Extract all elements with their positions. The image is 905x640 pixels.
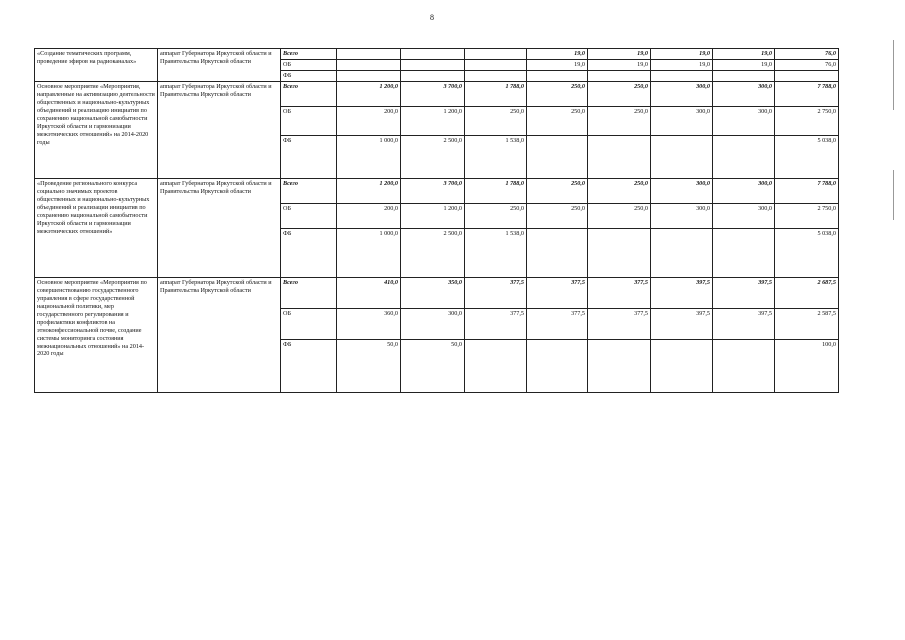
total-amount-cell: 2 750,0 bbox=[775, 107, 839, 136]
year-amount-cell: 19,0 bbox=[527, 60, 588, 71]
year-amount-cell: 300,0 bbox=[713, 179, 775, 204]
year-amount-cell: 200,0 bbox=[337, 204, 401, 229]
year-amount-cell: 397,5 bbox=[713, 278, 775, 309]
year-amount-cell: 300,0 bbox=[651, 107, 713, 136]
year-amount-cell: 250,0 bbox=[465, 204, 527, 229]
year-amount-cell bbox=[337, 49, 401, 60]
funding-source-cell: Всего bbox=[281, 278, 337, 309]
total-amount-cell: 2 750,0 bbox=[775, 204, 839, 229]
year-amount-cell: 19,0 bbox=[713, 60, 775, 71]
year-amount-cell bbox=[465, 71, 527, 82]
year-amount-cell: 300,0 bbox=[713, 204, 775, 229]
executor-cell: аппарат Губернатора Иркутской области и Правительства Иркутской области bbox=[158, 82, 281, 179]
year-amount-cell: 250,0 bbox=[588, 82, 651, 107]
year-amount-cell: 250,0 bbox=[527, 204, 588, 229]
funding-source-cell: Всего bbox=[281, 49, 337, 60]
executor-cell: аппарат Губернатора Иркутской области и Правительства Иркутской области bbox=[158, 179, 281, 278]
total-amount-cell: 7 788,0 bbox=[775, 82, 839, 107]
year-amount-cell: 377,5 bbox=[588, 309, 651, 340]
year-amount-cell: 1 788,0 bbox=[465, 179, 527, 204]
year-amount-cell: 2 500,0 bbox=[401, 136, 465, 179]
funding-source-cell: ОБ bbox=[281, 60, 337, 71]
year-amount-cell: 1 200,0 bbox=[401, 107, 465, 136]
year-amount-cell: 19,0 bbox=[588, 49, 651, 60]
funding-source-cell: ФБ bbox=[281, 340, 337, 393]
funding-source-cell: ФБ bbox=[281, 71, 337, 82]
scan-edge-mark bbox=[893, 40, 894, 110]
year-amount-cell bbox=[337, 71, 401, 82]
page-number: 8 bbox=[430, 13, 434, 22]
year-amount-cell bbox=[588, 229, 651, 278]
table-row bbox=[35, 49, 839, 60]
year-amount-cell: 1 200,0 bbox=[337, 179, 401, 204]
year-amount-cell: 377,5 bbox=[465, 309, 527, 340]
executor-cell: аппарат Губернатора Иркутской области и Правительства Иркутской области bbox=[158, 278, 281, 393]
scan-edge-mark bbox=[893, 170, 894, 220]
year-amount-cell bbox=[465, 60, 527, 71]
funding-source-cell: ОБ bbox=[281, 309, 337, 340]
year-amount-cell: 397,5 bbox=[713, 309, 775, 340]
year-amount-cell: 19,0 bbox=[713, 49, 775, 60]
event-name-cell: «Создание тематических программ, проведение эфиров на радиоканалах» bbox=[35, 49, 158, 82]
year-amount-cell: 1 538,0 bbox=[465, 229, 527, 278]
year-amount-cell bbox=[651, 71, 713, 82]
year-amount-cell bbox=[713, 340, 775, 393]
table-row bbox=[35, 179, 839, 204]
year-amount-cell bbox=[337, 60, 401, 71]
year-amount-cell: 300,0 bbox=[713, 107, 775, 136]
total-amount-cell: 2 587,5 bbox=[775, 309, 839, 340]
table-row bbox=[35, 278, 839, 309]
total-amount-cell: 76,0 bbox=[775, 49, 839, 60]
year-amount-cell: 1 200,0 bbox=[337, 82, 401, 107]
year-amount-cell: 1 200,0 bbox=[401, 204, 465, 229]
total-amount-cell: 5 038,0 bbox=[775, 136, 839, 179]
year-amount-cell: 300,0 bbox=[713, 82, 775, 107]
total-amount-cell: 7 788,0 bbox=[775, 179, 839, 204]
year-amount-cell: 250,0 bbox=[527, 107, 588, 136]
year-amount-cell: 1 538,0 bbox=[465, 136, 527, 179]
year-amount-cell bbox=[651, 340, 713, 393]
year-amount-cell bbox=[588, 136, 651, 179]
year-amount-cell bbox=[527, 229, 588, 278]
year-amount-cell bbox=[588, 340, 651, 393]
funding-source-cell: Всего bbox=[281, 82, 337, 107]
year-amount-cell: 377,5 bbox=[465, 278, 527, 309]
year-amount-cell: 3 700,0 bbox=[401, 82, 465, 107]
table-row bbox=[35, 82, 839, 107]
year-amount-cell: 397,5 bbox=[651, 278, 713, 309]
year-amount-cell: 3 700,0 bbox=[401, 179, 465, 204]
year-amount-cell: 250,0 bbox=[527, 82, 588, 107]
year-amount-cell bbox=[713, 71, 775, 82]
year-amount-cell bbox=[651, 229, 713, 278]
year-amount-cell: 300,0 bbox=[651, 179, 713, 204]
year-amount-cell: 377,5 bbox=[527, 278, 588, 309]
year-amount-cell: 300,0 bbox=[651, 204, 713, 229]
year-amount-cell: 250,0 bbox=[588, 179, 651, 204]
year-amount-cell bbox=[401, 49, 465, 60]
year-amount-cell bbox=[527, 340, 588, 393]
year-amount-cell bbox=[527, 71, 588, 82]
year-amount-cell: 50,0 bbox=[401, 340, 465, 393]
budget-table bbox=[34, 48, 839, 393]
funding-source-cell: ОБ bbox=[281, 107, 337, 136]
year-amount-cell bbox=[465, 340, 527, 393]
year-amount-cell bbox=[588, 71, 651, 82]
total-amount-cell: 100,0 bbox=[775, 340, 839, 393]
year-amount-cell bbox=[713, 136, 775, 179]
total-amount-cell: 76,0 bbox=[775, 60, 839, 71]
year-amount-cell: 350,0 bbox=[401, 278, 465, 309]
total-amount-cell: 5 038,0 bbox=[775, 229, 839, 278]
executor-cell: аппарат Губернатора Иркутской области и Правительства Иркутской области bbox=[158, 49, 281, 82]
year-amount-cell bbox=[713, 229, 775, 278]
year-amount-cell: 1 000,0 bbox=[337, 136, 401, 179]
year-amount-cell: 410,0 bbox=[337, 278, 401, 309]
year-amount-cell: 19,0 bbox=[588, 60, 651, 71]
year-amount-cell bbox=[465, 49, 527, 60]
year-amount-cell bbox=[651, 136, 713, 179]
year-amount-cell: 1 788,0 bbox=[465, 82, 527, 107]
year-amount-cell: 2 500,0 bbox=[401, 229, 465, 278]
year-amount-cell bbox=[527, 136, 588, 179]
funding-source-cell: Всего bbox=[281, 179, 337, 204]
year-amount-cell: 250,0 bbox=[527, 179, 588, 204]
year-amount-cell: 200,0 bbox=[337, 107, 401, 136]
year-amount-cell: 377,5 bbox=[527, 309, 588, 340]
year-amount-cell: 19,0 bbox=[651, 49, 713, 60]
year-amount-cell: 300,0 bbox=[651, 82, 713, 107]
event-name-cell: «Проведение регионального конкурса социально значимых проектов общественных и национально-культурных объединений и реализации инициатив по сохранению национальной самобытности Иркутской области и гармонизации межэтнических отношений» bbox=[35, 179, 158, 278]
event-name-cell: Основное мероприятие «Мероприятия, направленные на активизацию деятельности общественных и национально-культурных объединений и реализацию инициатив по сохранению национальной самобытности Иркутской области и гармонизации межэтнических отношений» на 2014-2020 годы bbox=[35, 82, 158, 179]
year-amount-cell: 50,0 bbox=[337, 340, 401, 393]
year-amount-cell: 19,0 bbox=[527, 49, 588, 60]
funding-source-cell: ОБ bbox=[281, 204, 337, 229]
year-amount-cell: 250,0 bbox=[588, 204, 651, 229]
year-amount-cell: 1 000,0 bbox=[337, 229, 401, 278]
year-amount-cell: 19,0 bbox=[651, 60, 713, 71]
year-amount-cell: 250,0 bbox=[588, 107, 651, 136]
total-amount-cell bbox=[775, 71, 839, 82]
total-amount-cell: 2 687,5 bbox=[775, 278, 839, 309]
year-amount-cell bbox=[401, 60, 465, 71]
year-amount-cell: 397,5 bbox=[651, 309, 713, 340]
year-amount-cell: 300,0 bbox=[401, 309, 465, 340]
year-amount-cell: 360,0 bbox=[337, 309, 401, 340]
funding-source-cell: ФБ bbox=[281, 229, 337, 278]
event-name-cell: Основное мероприятие «Мероприятия по совершенствованию государственного управления в сфере государственной национальной политики, мер государственного регулирования и профилактики конфликтов на этноконфессиональной почве, создание системы мониторинга состояния межнациональных отношений» на 2014-2020 годы bbox=[35, 278, 158, 393]
year-amount-cell: 377,5 bbox=[588, 278, 651, 309]
year-amount-cell bbox=[401, 71, 465, 82]
year-amount-cell: 250,0 bbox=[465, 107, 527, 136]
funding-source-cell: ФБ bbox=[281, 136, 337, 179]
